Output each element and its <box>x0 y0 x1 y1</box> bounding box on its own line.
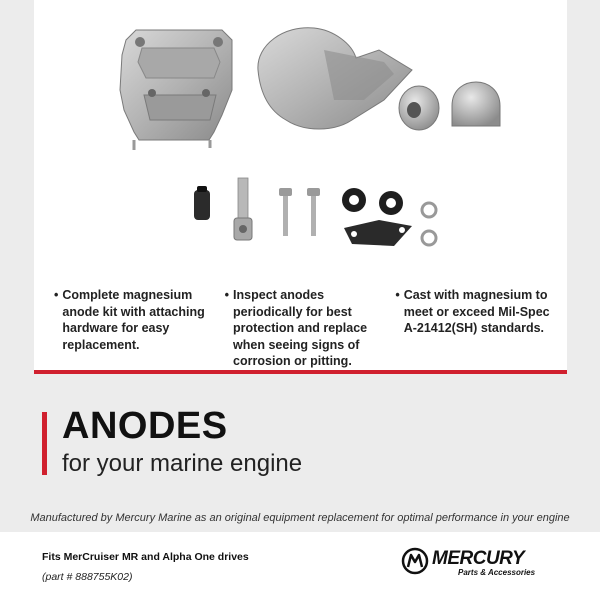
lock-washer-icon <box>422 203 436 245</box>
headline-title: ANODES <box>62 405 228 447</box>
product-parts-image <box>34 0 567 260</box>
socket-bolt-icon <box>234 178 252 240</box>
feature-item <box>225 287 396 370</box>
nut-anode-icon <box>399 86 439 130</box>
screw-2-icon <box>307 188 320 236</box>
feature-item <box>395 287 564 370</box>
feature-list <box>54 287 564 370</box>
brand-tagline: Parts & Accessories <box>458 568 536 577</box>
bullet-icon: • <box>224 288 230 302</box>
gasket-plate-icon <box>344 220 412 246</box>
feature-text: Complete magnesium anode kit with attaching hardware for easy replacement. <box>62 288 205 352</box>
fitment-text: Fits MerCruiser MR and Alpha One drives <box>42 551 249 563</box>
grommet-icon <box>194 186 210 220</box>
bullet-icon: • <box>395 288 400 302</box>
feature-text: Cast with magnesium to meet or exceed Mil-Spec A-21412(SH) standards. <box>403 288 550 335</box>
trim-tab-anode-icon <box>258 28 412 129</box>
block-anode-icon <box>120 30 232 150</box>
screw-1-icon <box>279 188 292 236</box>
brand-name: MERCURY <box>432 548 525 569</box>
manufacturer-note: Manufactured by Mercury Marine as an original equipment replacement for optimal performance in your engine <box>30 512 570 524</box>
product-card <box>34 0 567 372</box>
red-divider <box>34 370 567 374</box>
gasket-rings-icon <box>342 188 403 215</box>
dome-anode-icon <box>452 82 500 126</box>
headline-subtitle: for your marine engine <box>62 450 303 477</box>
feature-text: Inspect anodes periodically for best protection and replace when seeing signs of corrosion or pitting. <box>233 288 368 368</box>
part-number: (part # 888755K02) <box>42 571 133 583</box>
bullet-icon: • <box>54 288 59 302</box>
feature-item <box>54 287 225 370</box>
headline-accent-bar <box>42 412 47 475</box>
